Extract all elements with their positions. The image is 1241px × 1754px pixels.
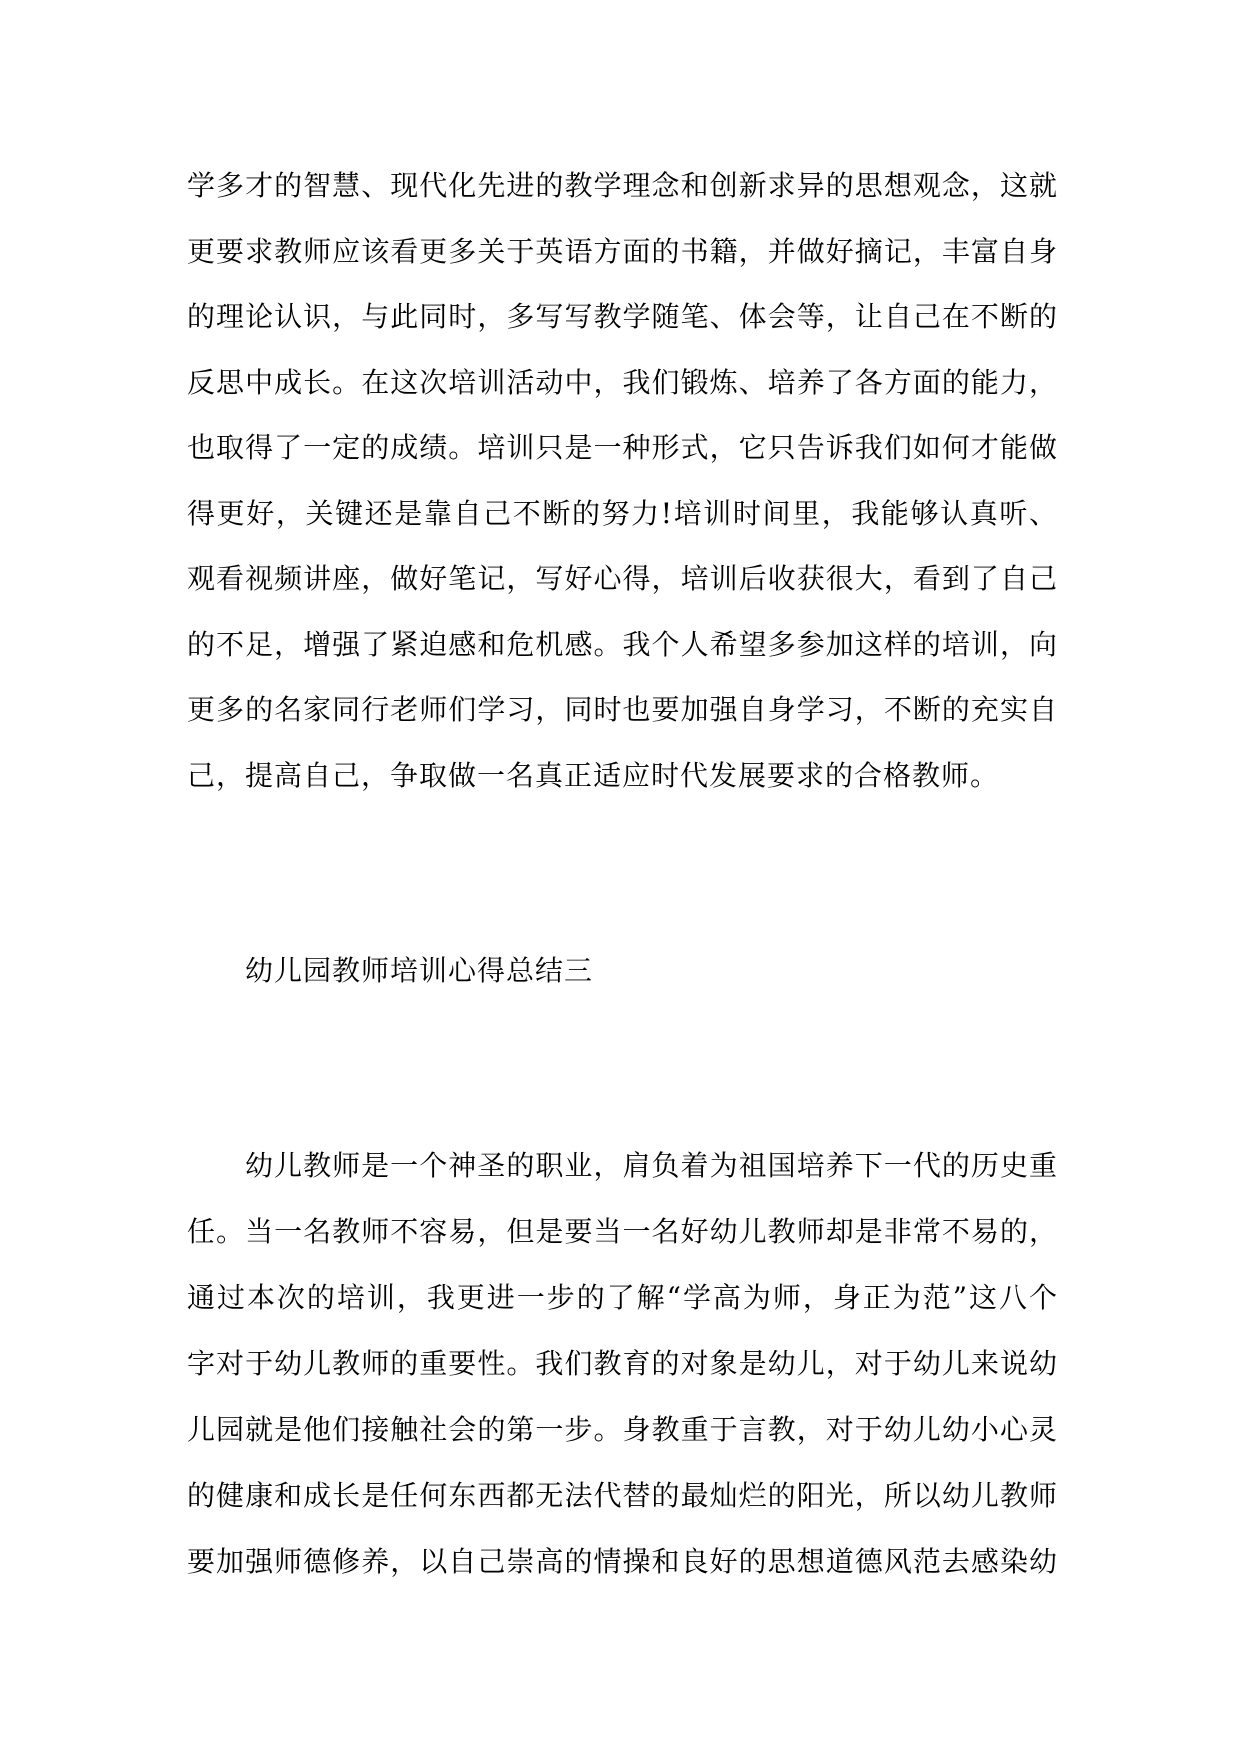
paragraph-line: 要加强师德修养，以自己崇高的情操和良好的思想道德风范去感染幼 (187, 1545, 1057, 1578)
paragraph-line: 更多的名家同行老师们学习，同时也要加强自身学习，不断的充实自 (187, 693, 1057, 726)
paragraph (187, 1133, 1057, 1595)
paragraph-line: 反思中成长。在这次培训活动中，我们锻炼、培养了各方面的能力， (187, 365, 1057, 399)
paragraph-line: 己，提高自己，争取做一名真正适应时代发展要求的合格教师。 (187, 758, 1000, 792)
section-heading: 幼儿园教师培训心得总结三 (245, 954, 594, 987)
paragraph-continued (187, 153, 1057, 808)
paragraph-line: 的理论认识，与此同时，多写写教学随笔、体会等，让自己在不断的 (187, 300, 1057, 333)
paragraph-line: 通过本次的培训，我更进一步的了解“学高为师，身正为范”这八个 (187, 1281, 1057, 1314)
paragraph-line: 任。当一名教师不容易，但是要当一名好幼儿教师却是非常不易的， (187, 1215, 1057, 1248)
paragraph-line: 的健康和成长是任何东西都无法代替的最灿烂的阳光，所以幼儿教师 (187, 1479, 1057, 1512)
paragraph-line: 儿园就是他们接触社会的第一步。身教重于言教，对于幼儿幼小心灵 (187, 1413, 1057, 1446)
paragraph-line: 更要求教师应该看更多关于英语方面的书籍，并做好摘记，丰富自身 (187, 234, 1057, 268)
paragraph-line: 得更好，关键还是靠自己不断的努力!培训时间里，我能够认真听、 (187, 496, 1057, 530)
paragraph-line: 学多才的智慧、现代化先进的教学理念和创新求异的思想观念，这就 (187, 169, 1057, 202)
paragraph-line: 的不足，增强了紧迫感和危机感。我个人希望多参加这样的培训，向 (187, 627, 1057, 661)
paragraph-line: 幼儿教师是一个神圣的职业，肩负着为祖国培养下一代的历史重 (245, 1149, 1057, 1182)
paragraph-line: 字对于幼儿教师的重要性。我们教育的对象是幼儿，对于幼儿来说幼 (187, 1347, 1057, 1380)
section-heading-block (187, 938, 1057, 1004)
paragraph-line: 观看视频讲座，做好笔记，写好心得，培训后收获很大，看到了自己 (187, 562, 1057, 595)
paragraph-line: 也取得了一定的成绩。培训只是一种形式，它只告诉我们如何才能做 (187, 431, 1057, 464)
